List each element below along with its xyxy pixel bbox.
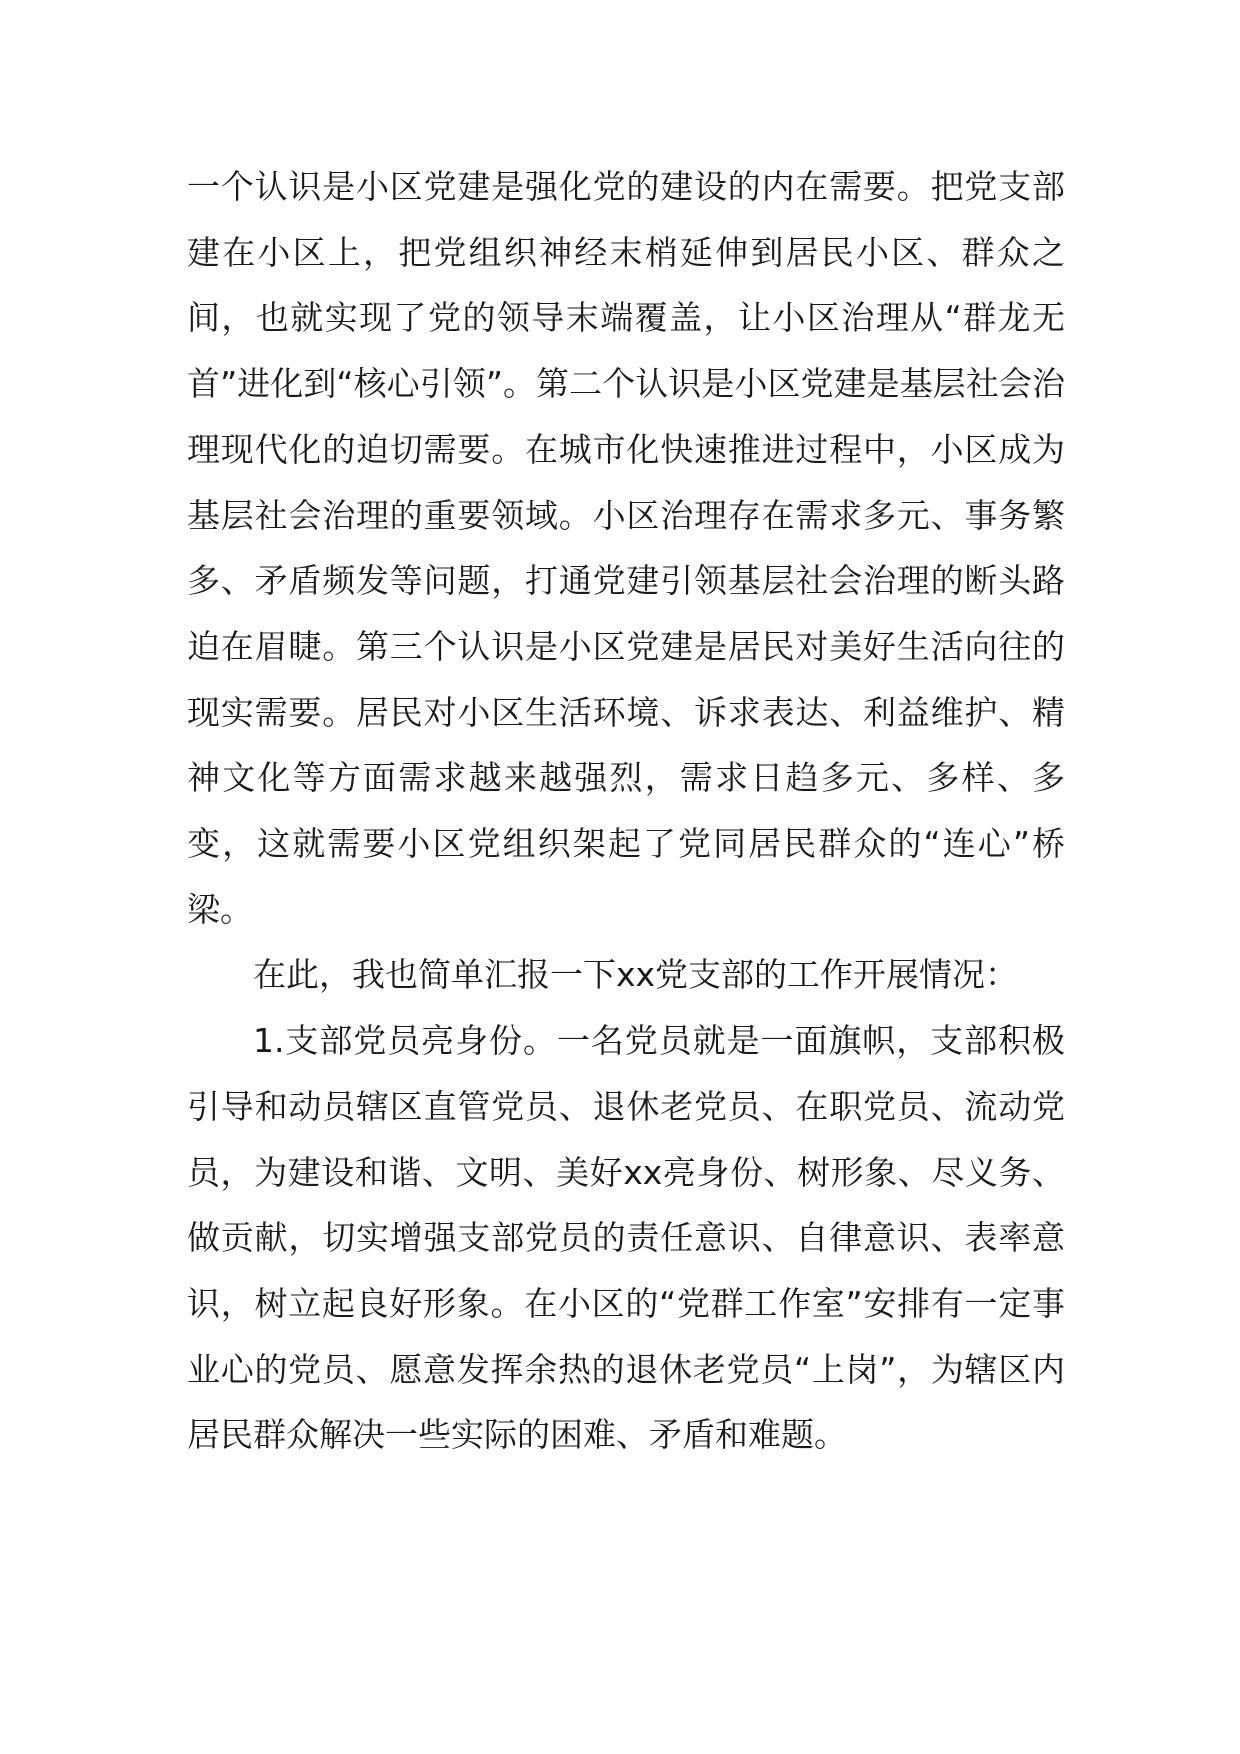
paragraph-item-1: 1.支部党员亮身份。一名党员就是一面旗帜，支部积极引导和动员辖区直管党员、退休老党员、在职党员、流动党员，为建设和谐、文明、美好xx亮身份、树形象、尽义务、做贡献，切实增强支部党员的责任意识、自律意识、表率意识，树立起良好形象。在小区的“党群工作室”安排有一定事业心的党员、愿意发挥余热的退休老党员“上岗”，为辖区内居民群众解决一些实际的困难、矛盾和难题。 — [187, 1021, 1065, 1455]
paragraph-continued: 一个认识是小区党建是强化党的建设的内在需要。把党支部建在小区上，把党组织神经末梢延伸到居民小区、群众之间，也就实现了党的领导末端覆盖，让小区治理从“群龙无首”进化到“核心引领”。第二个认识是小区党建是基层社会治理现代化的迫切需要。在城市化快速推进过程中，小区成为基层社会治理的重要领域。小区治理存在需求多元、事务繁多、矛盾频发等问题，打通党建引领基层社会治理的断头路迫在眉睫。第三个认识是小区党建是居民对美好生活向往的现实需要。居民对小区生活环境、诉求表达、利益维护、精神文化等方面需求越来越强烈，需求日趋多元、多样、多变，这就需要小区党组织架起了党同居民群众的“连心”桥梁。 — [187, 167, 1065, 929]
document-body — [187, 154, 1065, 1468]
paragraph-report-intro: 在此，我也简单汇报一下xx党支部的工作开展情况： — [253, 955, 1019, 995]
